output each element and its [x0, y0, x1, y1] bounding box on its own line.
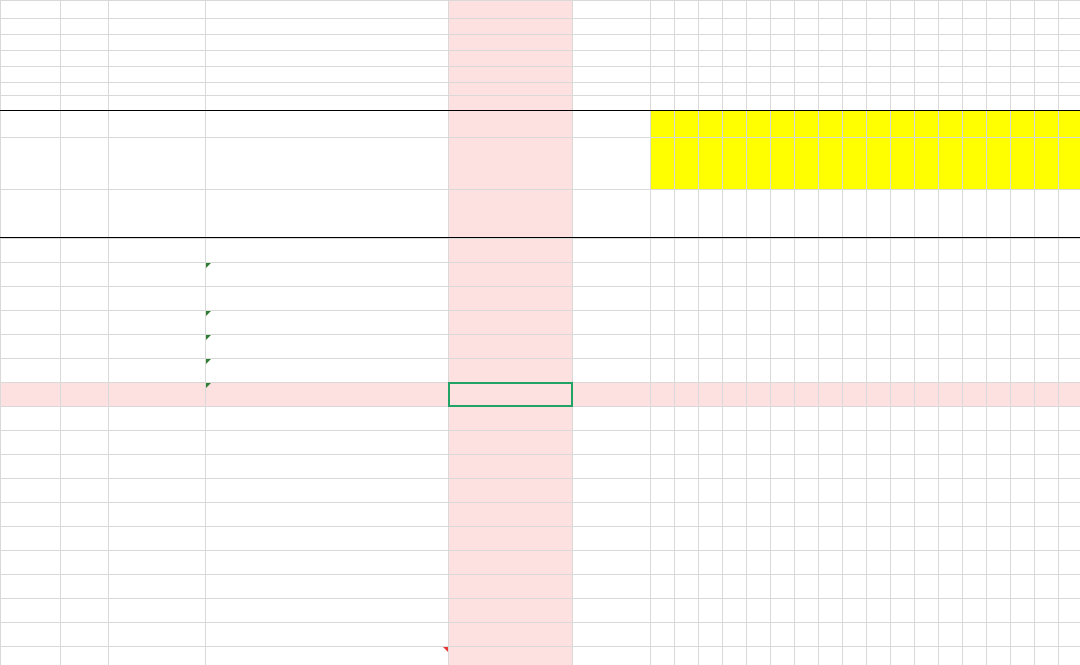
- header-top-border: [0, 110, 1080, 111]
- grid-row-line: [0, 66, 1080, 67]
- grid-row-line: [0, 550, 1080, 551]
- person-header: [1037, 140, 1053, 188]
- grid-col-line: [818, 0, 819, 665]
- grid-col-line: [890, 0, 891, 665]
- grid-col-line: [842, 0, 843, 665]
- grid-col-line: [572, 0, 573, 665]
- grid-row-line: [0, 82, 1080, 83]
- grid-row-line: [0, 262, 1080, 263]
- comment-indicator: [206, 359, 211, 364]
- grid-row-line: [0, 526, 1080, 527]
- grid-row-line: [0, 238, 1080, 239]
- grid-row-line: [0, 95, 1080, 96]
- person-header: [701, 140, 717, 188]
- grid-col-line: [674, 0, 675, 665]
- grid-row-line: [0, 310, 1080, 311]
- grid-col-line: [746, 0, 747, 665]
- person-header: [749, 140, 765, 188]
- grid-row-line: [0, 502, 1080, 503]
- grid-row-line: [0, 478, 1080, 479]
- person-header: [797, 140, 813, 188]
- grid-col-line: [698, 0, 699, 665]
- grid-row-line: [0, 137, 1080, 138]
- selected-cell[interactable]: [448, 382, 573, 407]
- grid-row-line: [0, 598, 1080, 599]
- grid-row-line: [0, 574, 1080, 575]
- target-column-fill: [448, 0, 572, 665]
- grid-row-line: [0, 50, 1080, 51]
- grid-row-line: [0, 334, 1080, 335]
- person-header: [893, 140, 909, 188]
- grid-col-line: [650, 0, 651, 665]
- grid-row-line: [0, 286, 1080, 287]
- grid-col-line: [1034, 0, 1035, 665]
- grid-row-line: [0, 430, 1080, 431]
- person-header: [653, 140, 669, 188]
- grid-col-line: [914, 0, 915, 665]
- person-header: [941, 140, 957, 188]
- header-bottom-border: [0, 237, 1080, 238]
- comment-indicator-red: [443, 647, 448, 652]
- grid-row-line: [0, 646, 1080, 647]
- grid-row-line: [0, 18, 1080, 19]
- comment-indicator: [206, 263, 211, 268]
- grid-col-line: [722, 0, 723, 665]
- grid-col-line: [0, 0, 1, 665]
- grid-col-line: [986, 0, 987, 665]
- grid-row-line: [0, 358, 1080, 359]
- person-header: [989, 140, 1005, 188]
- grid-col-line: [1058, 0, 1059, 665]
- grid-col-line: [108, 0, 109, 665]
- comment-indicator: [206, 311, 211, 316]
- person-header: [845, 140, 861, 188]
- grid-row-line: [0, 189, 1080, 190]
- grid-col-line: [770, 0, 771, 665]
- grid-col-line: [60, 0, 61, 665]
- comment-indicator: [206, 383, 211, 388]
- grid-col-line: [866, 0, 867, 665]
- grid-col-line: [205, 0, 206, 665]
- grid-row-line: [0, 454, 1080, 455]
- grid-col-line: [938, 0, 939, 665]
- grid-col-line: [962, 0, 963, 665]
- grid-row-line: [0, 34, 1080, 35]
- grid-col-line: [1010, 0, 1011, 665]
- grid-col-line: [794, 0, 795, 665]
- grid-row-line: [0, 622, 1080, 623]
- grid-row-line: [0, 0, 1080, 1]
- comment-indicator: [206, 335, 211, 340]
- grid-col-line: [448, 0, 449, 665]
